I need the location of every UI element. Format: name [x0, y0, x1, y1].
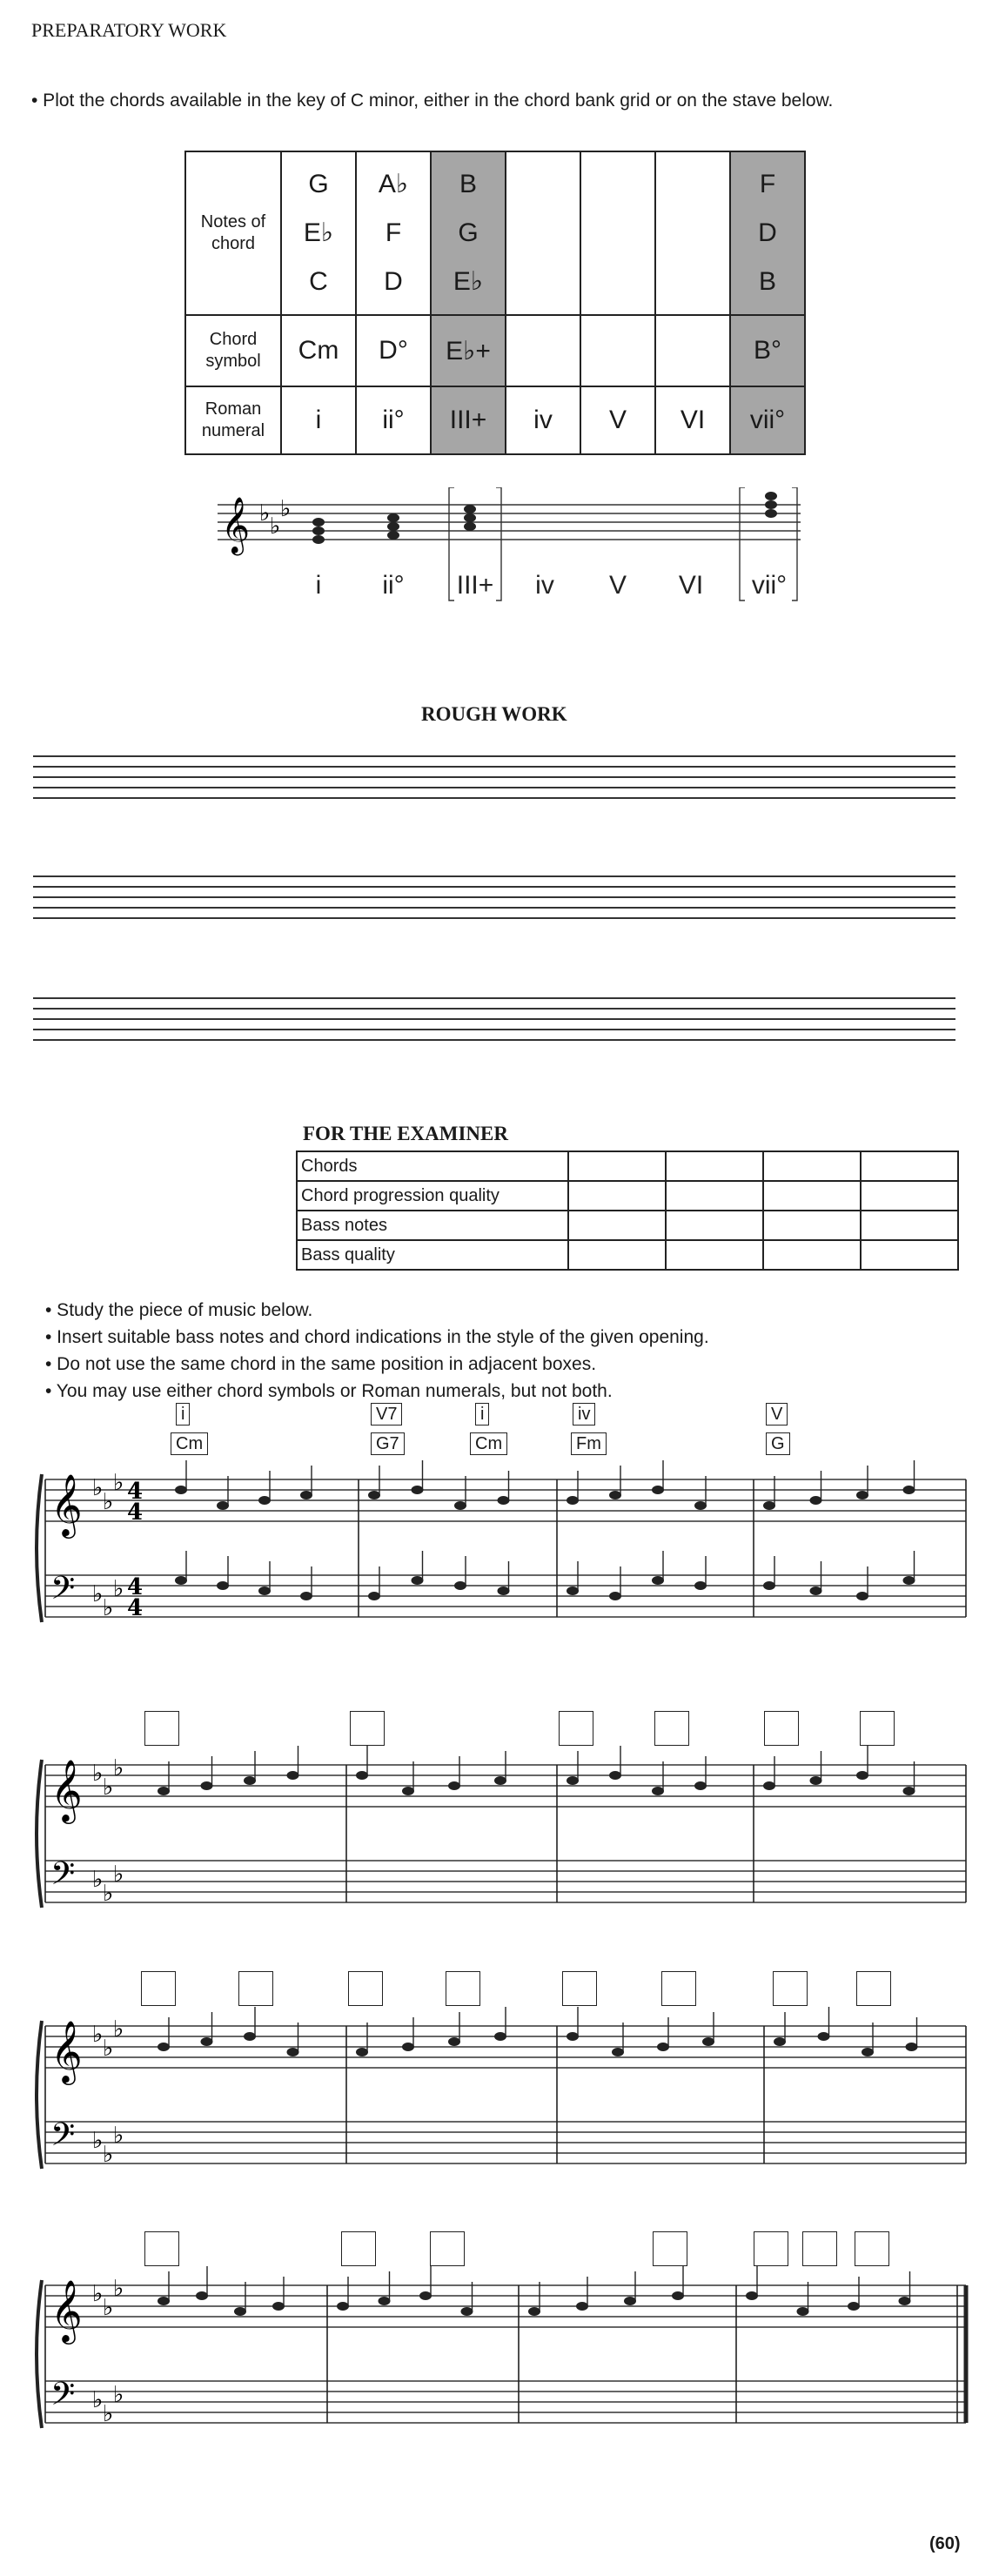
- chord-bank-grid: [184, 151, 806, 455]
- svg-text:♭: ♭: [92, 1581, 104, 1607]
- rough-stave-line: [33, 1029, 955, 1030]
- svg-text:♭: ♭: [103, 2295, 114, 2321]
- rough-stave-line: [33, 907, 955, 909]
- bank-roman-2: ii°: [356, 386, 431, 454]
- label-roman: Roman numeral: [185, 386, 281, 454]
- bank-symbol-1: Cm: [281, 315, 356, 386]
- label-symbol: Chord symbol: [185, 315, 281, 386]
- bank-symbol-6[interactable]: [655, 315, 730, 386]
- label-notes: Notes of chord: [185, 151, 281, 315]
- chord-answer-box[interactable]: [350, 1711, 385, 1746]
- bank-notes-2[interactable]: A♭ F D: [356, 151, 431, 315]
- given-symbol: G7: [371, 1432, 405, 1455]
- bass-clef-icon: 𝄢: [50, 2376, 76, 2420]
- bank-notes-5[interactable]: [580, 151, 655, 315]
- chord-answer-box[interactable]: [430, 2231, 465, 2266]
- bank-roman-3: III+: [431, 386, 506, 454]
- svg-text:♭: ♭: [103, 1774, 114, 1801]
- rough-stave-line: [33, 1018, 955, 1020]
- given-symbol: Cm: [171, 1432, 208, 1455]
- svg-text:♭: ♭: [103, 2142, 114, 2168]
- svg-text:♭: ♭: [92, 1475, 104, 1501]
- bank-symbol-4[interactable]: [506, 315, 580, 386]
- stave-numeral: ii°: [382, 571, 405, 600]
- svg-text:♭: ♭: [113, 1470, 124, 1496]
- svg-text:♭: ♭: [92, 1761, 104, 1787]
- bank-notes-1[interactable]: G E♭ C: [281, 151, 356, 315]
- chord-answer-box[interactable]: [141, 1971, 176, 2006]
- stave-numeral: iv: [535, 571, 554, 600]
- bank-symbol-7: B°: [730, 315, 805, 386]
- rough-stave-line: [33, 875, 955, 877]
- chord-answer-box[interactable]: [764, 1711, 799, 1746]
- grand-staff-system: [0, 2251, 999, 2477]
- given-symbol: Fm: [571, 1432, 607, 1455]
- instruction-line: • Do not use the same chord in the same position in adjacent boxes.: [45, 1354, 597, 1374]
- given-roman: i: [475, 1403, 489, 1426]
- grand-staff-system: [0, 1991, 999, 2217]
- svg-text:♭: ♭: [92, 2022, 104, 2048]
- rough-work-title: ROUGH WORK: [421, 703, 567, 725]
- rough-stave-line: [33, 776, 955, 778]
- svg-text:4: 4: [127, 1574, 144, 1600]
- rough-stave-line: [33, 997, 955, 999]
- exam-row-label: Bass quality: [297, 1240, 568, 1270]
- preparatory-instruction: • Plot the chords available in the key of C minor, either in the chord bank grid or on the stave below.: [31, 91, 834, 111]
- stave-numeral: III+: [456, 571, 494, 600]
- rough-stave-line: [33, 787, 955, 788]
- bank-symbol-3: E♭+: [431, 315, 506, 386]
- svg-text:♭: ♭: [280, 496, 292, 522]
- svg-text:♭: ♭: [92, 2281, 104, 2307]
- chord-answer-box[interactable]: [802, 2231, 837, 2266]
- chord-answer-box[interactable]: [856, 1971, 891, 2006]
- bank-notes-3: B G E♭: [431, 151, 506, 315]
- svg-text:♭: ♭: [103, 1595, 114, 1621]
- bank-roman-4: iv: [506, 386, 580, 454]
- chord-answer-box[interactable]: [661, 1971, 696, 2006]
- treble-clef-icon: 𝄞: [50, 1758, 83, 1821]
- chord-answer-box[interactable]: [446, 1971, 480, 2006]
- bank-notes-6[interactable]: [655, 151, 730, 315]
- treble-clef-icon: 𝄞: [50, 2278, 83, 2342]
- chord-answer-box[interactable]: [855, 2231, 889, 2266]
- bank-roman-6: VI: [655, 386, 730, 454]
- chord-answer-box[interactable]: [654, 1711, 689, 1746]
- svg-text:♭: ♭: [259, 500, 271, 527]
- time-signature: 4: [127, 1479, 144, 1505]
- chord-answer-box[interactable]: [860, 1711, 895, 1746]
- svg-text:♭: ♭: [113, 1755, 124, 1781]
- chord-answer-box[interactable]: [238, 1971, 273, 2006]
- instructions: [45, 1297, 709, 1405]
- svg-text:♭: ♭: [113, 2016, 124, 2043]
- bank-roman-5: V: [580, 386, 655, 454]
- svg-text:♭: ♭: [113, 2382, 124, 2408]
- svg-text:♭: ♭: [92, 2387, 104, 2413]
- exam-row-label: Chords: [297, 1151, 568, 1181]
- preparatory-title: PREPARATORY WORK: [31, 19, 227, 41]
- instruction-line: • You may use either chord symbols or Roman numerals, but not both.: [45, 1381, 613, 1401]
- rough-stave-line: [33, 797, 955, 799]
- svg-text:4: 4: [127, 1595, 144, 1621]
- svg-text:♭: ♭: [270, 513, 281, 540]
- instruction-line: • Insert suitable bass notes and chord indications in the style of the given opening.: [45, 1327, 709, 1347]
- svg-text:♭: ♭: [92, 2128, 104, 2154]
- bank-notes-4[interactable]: [506, 151, 580, 315]
- stave-numeral: VI: [678, 571, 704, 600]
- given-symbol: Cm: [470, 1432, 507, 1455]
- svg-text:♭: ♭: [113, 2123, 124, 2149]
- svg-text:♭: ♭: [92, 1867, 104, 1893]
- treble-clef-icon: 𝄞: [50, 2019, 83, 2083]
- svg-text:♭: ♭: [113, 2276, 124, 2302]
- bank-notes-7: F D B: [730, 151, 805, 315]
- bank-symbol-5[interactable]: [580, 315, 655, 386]
- svg-text:♭: ♭: [113, 1862, 124, 1888]
- bass-clef-icon: 𝄢: [50, 1855, 76, 1900]
- exam-row-label: Bass notes: [297, 1211, 568, 1240]
- given-roman: i: [176, 1403, 190, 1426]
- svg-text:♭: ♭: [103, 1881, 114, 1907]
- rough-stave-line: [33, 896, 955, 898]
- given-symbol: G: [766, 1432, 790, 1455]
- chord-answer-box[interactable]: [144, 2231, 179, 2266]
- svg-text:♭: ♭: [103, 2401, 114, 2427]
- rough-stave-line: [33, 1008, 955, 1010]
- exam-row-label: Chord progression quality: [297, 1181, 568, 1211]
- svg-text:4: 4: [127, 1499, 144, 1526]
- given-roman: V: [766, 1403, 788, 1426]
- examiner-title: FOR THE EXAMINER: [303, 1123, 508, 1144]
- treble-clef-icon: 𝄞: [221, 497, 251, 553]
- svg-text:♭: ♭: [113, 1576, 124, 1602]
- chord-answer-box[interactable]: [653, 2231, 687, 2266]
- chord-answer-box[interactable]: [348, 1971, 383, 2006]
- chord-answer-box[interactable]: [562, 1971, 597, 2006]
- bass-clef-icon: 𝄢: [50, 1570, 76, 1614]
- stave-numeral: vii°: [751, 571, 788, 600]
- total-marks: (60): [929, 2534, 961, 2553]
- rough-stave-line: [33, 917, 955, 919]
- rough-stave-line: [33, 886, 955, 888]
- bank-roman-7: vii°: [730, 386, 805, 454]
- rough-stave-line: [33, 766, 955, 768]
- chord-answer-box[interactable]: [559, 1711, 593, 1746]
- treble-clef-icon: 𝄞: [50, 1472, 83, 1536]
- chord-answer-box[interactable]: [773, 1971, 808, 2006]
- examiner-table: [296, 1150, 959, 1271]
- given-roman: V7: [371, 1403, 402, 1426]
- rough-stave-line: [33, 1039, 955, 1041]
- chord-answer-box[interactable]: [341, 2231, 376, 2266]
- bank-roman-1: i: [281, 386, 356, 454]
- stave-numeral: i: [315, 571, 322, 600]
- chord-stave: [209, 487, 835, 618]
- grand-staff-system: [0, 1730, 999, 1956]
- chord-answer-box[interactable]: [144, 1711, 179, 1746]
- grand-staff-system: [0, 1445, 999, 1671]
- stave-numeral: V: [608, 571, 627, 600]
- chord-answer-box[interactable]: [754, 2231, 788, 2266]
- svg-text:♭: ♭: [103, 1489, 114, 1515]
- svg-text:♭: ♭: [103, 2036, 114, 2062]
- given-roman: iv: [573, 1403, 595, 1426]
- bass-clef-icon: 𝄢: [50, 2116, 76, 2161]
- bank-symbol-2: D°: [356, 315, 431, 386]
- instruction-line: • Study the piece of music below.: [45, 1300, 313, 1320]
- rough-stave-line: [33, 755, 955, 757]
